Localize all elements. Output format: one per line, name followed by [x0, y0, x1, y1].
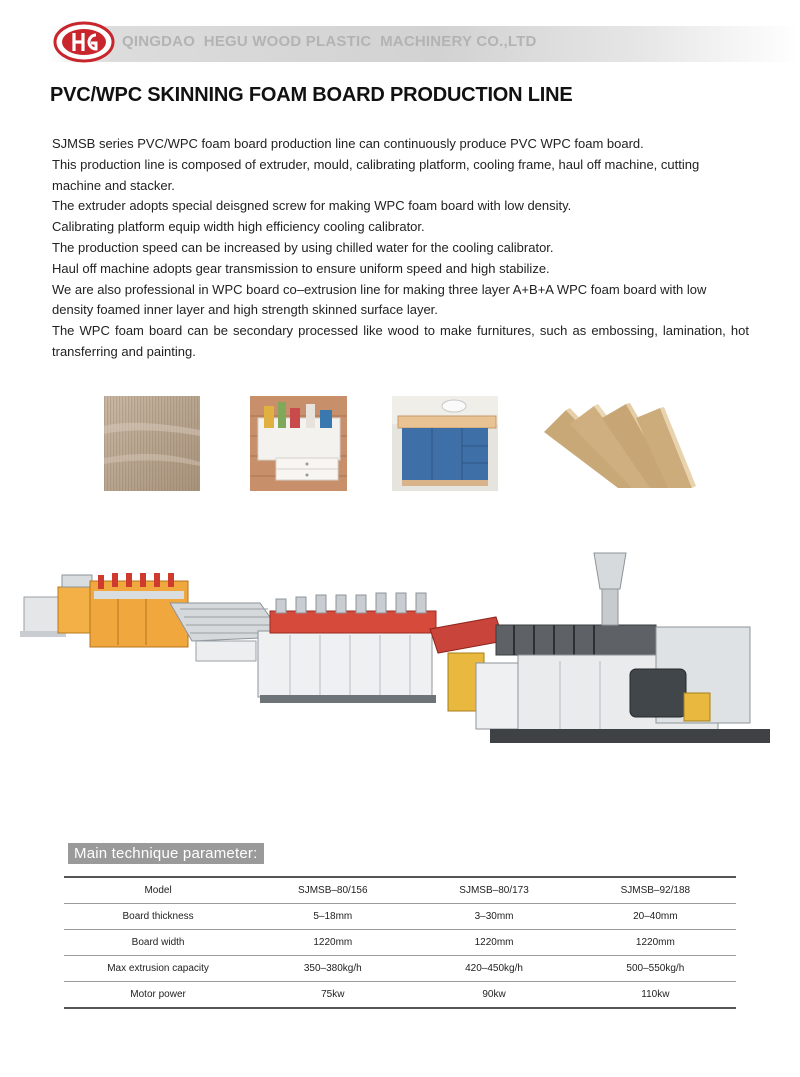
- table-cell: 1220mm: [413, 930, 574, 956]
- table-row: [64, 982, 736, 1009]
- table-cell: Board thickness: [64, 904, 252, 930]
- page-title: PVC/WPC SKINNING FOAM BOARD PRODUCTION LINE: [50, 84, 573, 106]
- table-cell: 75kw: [252, 982, 413, 1009]
- table-cell: Max extrusion capacity: [64, 956, 252, 982]
- description-line: The extruder adopts special deisgned screw for making WPC foam board with low density.: [52, 198, 572, 214]
- table-cell: 110kw: [575, 982, 736, 1009]
- column-header: SJMSB–80/156: [252, 877, 413, 904]
- foam-board-stack-image: [544, 402, 700, 488]
- cabinet-image: [392, 396, 498, 491]
- parameter-table: [64, 876, 736, 1009]
- table-row: [64, 956, 736, 982]
- parameter-heading: Main technique parameter:: [68, 843, 264, 864]
- description: [52, 134, 749, 363]
- company-name: QINGDAO HEGU WOOD PLASTIC MACHINERY CO.,LTD: [122, 33, 537, 50]
- table-cell: 350–380kg/h: [252, 956, 413, 982]
- description-line: Haul off machine adopts gear transmission to ensure uniform speed and high stabilize.: [52, 260, 550, 276]
- table-cell: 90kw: [413, 982, 574, 1009]
- description-line: The production speed can be increased by using chilled water for the cooling calibrator.: [52, 239, 554, 255]
- company-logo-icon: [52, 20, 116, 64]
- table-cell: Motor power: [64, 982, 252, 1009]
- table-row: [64, 904, 736, 930]
- description-line: We are also professional in WPC board co–extrusion line for making three layer A+B+A WPC foam board with low density foamed inner layer and high strength skinned surface layer.: [52, 281, 707, 318]
- column-header: SJMSB–92/188: [575, 877, 736, 904]
- table-cell: 420–450kg/h: [413, 956, 574, 982]
- table-row: [64, 930, 736, 956]
- description-line: SJMSB series PVC/WPC foam board production line can continuously produce PVC WPC foam board.: [52, 136, 644, 151]
- table-header-row: [64, 877, 736, 904]
- table-cell: 1220mm: [252, 930, 413, 956]
- production-line-image: [20, 545, 780, 775]
- wood-grain-board-image: [104, 396, 200, 491]
- table-cell: Board width: [64, 930, 252, 956]
- table-cell: 1220mm: [575, 930, 736, 956]
- column-header: Model: [64, 877, 252, 904]
- table-cell: 5–18mm: [252, 904, 413, 930]
- description-line: This production line is composed of extruder, mould, calibrating platform, cooling frame, haul off machine, cutting machine and stacker.: [52, 156, 700, 193]
- table-cell: 20–40mm: [575, 904, 736, 930]
- storage-box-image: [250, 396, 347, 491]
- description-line: The WPC foam board can be secondary processed like wood to make furnitures, such as embossing, lamination, hot transferring and painting.: [52, 323, 749, 359]
- column-header: SJMSB–80/173: [413, 877, 574, 904]
- description-line: Calibrating platform equip width high efficiency cooling calibrator.: [52, 219, 425, 235]
- table-cell: 500–550kg/h: [575, 956, 736, 982]
- table-cell: 3–30mm: [413, 904, 574, 930]
